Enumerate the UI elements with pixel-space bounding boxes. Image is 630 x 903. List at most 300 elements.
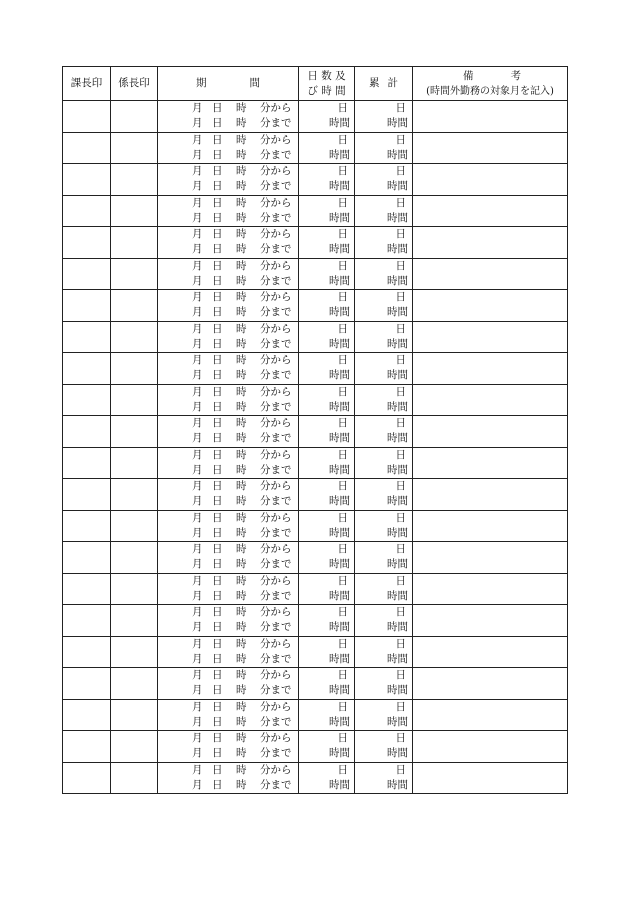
header-period-a: 期 [196,77,207,89]
kacho-seal-cell[interactable] [63,384,111,416]
day-label: 日 [212,574,223,587]
cumulative-days-unit-label: 日 [395,606,406,619]
hour-label: 時 [236,747,247,760]
day-label: 日 [212,322,223,335]
cumulative-cell[interactable] [355,132,413,164]
table-row [63,101,568,133]
kakari-seal-cell[interactable] [111,132,158,164]
cumulative-days-unit-label: 日 [395,385,406,398]
cumulative-cell[interactable] [355,258,413,290]
days-hours-cell[interactable] [299,668,355,700]
day-label: 日 [212,606,223,619]
period-cell[interactable] [158,668,299,700]
from-label: 分から [260,763,292,776]
period-cell[interactable] [158,636,299,668]
hour-label: 時 [236,133,247,146]
cumulative-days-unit-label: 日 [395,732,406,745]
from-label: 分から [260,574,292,587]
month-label: 月 [192,778,203,791]
cumulative-days-unit-label: 日 [395,574,406,587]
until-label: 分まで [260,495,292,508]
from-label: 分から [260,291,292,304]
period-cell[interactable] [158,101,299,133]
cumulative-cell[interactable] [355,101,413,133]
day-label: 日 [212,621,223,634]
cumulative-cell[interactable] [355,479,413,511]
remarks-cell[interactable] [413,699,568,731]
hours-unit-label: 時間 [329,778,350,791]
period-cell[interactable] [158,762,299,794]
table-row [63,762,568,794]
month-label: 月 [192,102,203,115]
period-until-line [158,179,298,194]
hours-unit-label: 時間 [329,463,350,476]
cumulative-cell[interactable] [355,668,413,700]
hour-label: 時 [236,369,247,382]
kacho-seal-cell[interactable] [63,668,111,700]
day-label: 日 [212,495,223,508]
days-hours-cell[interactable] [299,290,355,322]
cumulative-days-unit-label: 日 [395,448,406,461]
from-label: 分から [260,228,292,241]
table-row [63,636,568,668]
period-from-line [158,290,298,305]
days-hours-cell[interactable] [299,384,355,416]
cumulative-cell[interactable] [355,762,413,794]
from-label: 分から [260,448,292,461]
hours-unit-label: 時間 [329,715,350,728]
period-cell[interactable] [158,447,299,479]
kakari-seal-cell[interactable] [111,353,158,385]
day-label: 日 [212,196,223,209]
month-label: 月 [192,715,203,728]
period-cell[interactable] [158,321,299,353]
period-until-line [158,242,298,257]
remarks-cell[interactable] [413,384,568,416]
day-label: 日 [212,165,223,178]
day-label: 日 [212,211,223,224]
kakari-seal-cell[interactable] [111,731,158,763]
remarks-cell[interactable] [413,636,568,668]
month-label: 月 [192,558,203,571]
cumulative-days-unit-label: 日 [395,669,406,682]
table-row [63,668,568,700]
hours-unit-label: 時間 [329,148,350,161]
hour-label: 時 [236,417,247,430]
days-unit-label: 日 [337,669,348,682]
days-hours-cell[interactable] [299,416,355,448]
until-label: 分まで [260,684,292,697]
day-label: 日 [212,291,223,304]
month-label: 月 [192,369,203,382]
remarks-cell[interactable] [413,416,568,448]
kacho-seal-cell[interactable] [63,731,111,763]
period-until-line [158,431,298,446]
day-label: 日 [212,228,223,241]
kakari-seal-cell[interactable] [111,416,158,448]
overtime-record-table [62,66,568,794]
kacho-seal-cell[interactable] [63,510,111,542]
kakari-seal-cell[interactable] [111,321,158,353]
kakari-seal-cell[interactable] [111,384,158,416]
month-label: 月 [192,684,203,697]
remarks-cell[interactable] [413,479,568,511]
hour-label: 時 [236,606,247,619]
period-cell[interactable] [158,132,299,164]
cumulative-hours-unit-label: 時間 [387,306,408,319]
period-from-line [158,605,298,620]
cumulative-cell[interactable] [355,416,413,448]
cumulative-cell[interactable] [355,699,413,731]
hour-label: 時 [236,543,247,556]
cumulative-cell[interactable] [355,447,413,479]
kakari-seal-cell[interactable] [111,101,158,133]
period-until-line [158,400,298,415]
hours-unit-label: 時間 [329,652,350,665]
day-label: 日 [212,700,223,713]
kakari-seal-cell[interactable] [111,762,158,794]
cumulative-cell[interactable] [355,573,413,605]
hour-label: 時 [236,243,247,256]
hour-label: 時 [236,400,247,413]
days-unit-label: 日 [337,228,348,241]
days-hours-cell[interactable] [299,353,355,385]
period-from-line [158,133,298,148]
kacho-seal-cell[interactable] [63,164,111,196]
days-unit-label: 日 [337,133,348,146]
remarks-cell[interactable] [413,258,568,290]
kakari-seal-cell[interactable] [111,542,158,574]
period-from-line [158,542,298,557]
period-from-line [158,574,298,589]
cumulative-hours-unit-label: 時間 [387,337,408,350]
days-hours-cell[interactable] [299,699,355,731]
day-label: 日 [212,148,223,161]
kakari-seal-cell[interactable] [111,636,158,668]
remarks-cell[interactable] [413,164,568,196]
kacho-seal-cell[interactable] [63,762,111,794]
kakari-seal-cell[interactable] [111,164,158,196]
day-label: 日 [212,180,223,193]
kacho-seal-cell[interactable] [63,321,111,353]
until-label: 分まで [260,558,292,571]
cumulative-days-unit-label: 日 [395,417,406,430]
table-row [63,447,568,479]
days-hours-cell[interactable] [299,321,355,353]
kacho-seal-cell[interactable] [63,636,111,668]
hours-unit-label: 時間 [329,558,350,571]
period-cell[interactable] [158,258,299,290]
header-period-b: 間 [249,77,260,89]
hour-label: 時 [236,117,247,130]
header-row [63,67,568,101]
kakari-seal-cell[interactable] [111,573,158,605]
cumulative-hours-unit-label: 時間 [387,117,408,130]
cumulative-cell[interactable] [355,542,413,574]
day-label: 日 [212,526,223,539]
period-from-line [158,353,298,368]
period-from-line [158,731,298,746]
period-from-line [158,101,298,116]
period-cell[interactable] [158,384,299,416]
until-label: 分まで [260,400,292,413]
period-from-line [158,164,298,179]
remarks-cell[interactable] [413,573,568,605]
month-label: 月 [192,432,203,445]
table-row [63,258,568,290]
month-label: 月 [192,480,203,493]
period-from-line [158,227,298,242]
day-label: 日 [212,480,223,493]
until-label: 分まで [260,274,292,287]
until-label: 分まで [260,306,292,319]
hours-unit-label: 時間 [329,747,350,760]
kakari-seal-cell[interactable] [111,195,158,227]
cumulative-hours-unit-label: 時間 [387,463,408,476]
days-hours-cell[interactable] [299,762,355,794]
days-unit-label: 日 [337,102,348,115]
days-hours-cell[interactable] [299,636,355,668]
hour-label: 時 [236,511,247,524]
period-from-line [158,479,298,494]
kacho-seal-cell[interactable] [63,573,111,605]
cumulative-cell[interactable] [355,195,413,227]
remarks-cell[interactable] [413,195,568,227]
day-label: 日 [212,432,223,445]
period-from-line [158,416,298,431]
period-until-line [158,494,298,509]
kakari-seal-cell[interactable] [111,447,158,479]
kakari-seal-cell[interactable] [111,605,158,637]
kakari-seal-cell[interactable] [111,510,158,542]
from-label: 分から [260,259,292,272]
period-from-line [158,700,298,715]
period-cell[interactable] [158,227,299,259]
period-cell[interactable] [158,542,299,574]
table-row [63,573,568,605]
hour-label: 時 [236,621,247,634]
cumulative-hours-unit-label: 時間 [387,432,408,445]
period-cell[interactable] [158,353,299,385]
day-label: 日 [212,463,223,476]
cumulative-cell[interactable] [355,290,413,322]
kacho-seal-cell[interactable] [63,290,111,322]
kacho-seal-cell[interactable] [63,195,111,227]
remarks-cell[interactable] [413,290,568,322]
hour-label: 時 [236,778,247,791]
header-remarks-b: 考 [510,69,521,82]
days-hours-cell[interactable] [299,479,355,511]
hours-unit-label: 時間 [329,432,350,445]
kacho-seal-cell[interactable] [63,479,111,511]
kakari-seal-cell[interactable] [111,227,158,259]
from-label: 分から [260,637,292,650]
remarks-cell[interactable] [413,321,568,353]
hours-unit-label: 時間 [329,684,350,697]
month-label: 月 [192,306,203,319]
days-hours-cell[interactable] [299,132,355,164]
remarks-cell[interactable] [413,447,568,479]
kacho-seal-cell[interactable] [63,542,111,574]
hour-label: 時 [236,306,247,319]
period-cell[interactable] [158,164,299,196]
period-cell[interactable] [158,290,299,322]
cumulative-hours-unit-label: 時間 [387,495,408,508]
cumulative-days-unit-label: 日 [395,700,406,713]
day-label: 日 [212,369,223,382]
kakari-seal-cell[interactable] [111,290,158,322]
cumulative-days-unit-label: 日 [395,322,406,335]
hour-label: 時 [236,700,247,713]
table-row [63,479,568,511]
day-label: 日 [212,511,223,524]
remarks-cell[interactable] [413,353,568,385]
period-until-line [158,305,298,320]
hour-label: 時 [236,228,247,241]
days-unit-label: 日 [337,417,348,430]
period-from-line [158,668,298,683]
days-hours-cell[interactable] [299,101,355,133]
cumulative-cell[interactable] [355,731,413,763]
month-label: 月 [192,243,203,256]
days-hours-cell[interactable] [299,164,355,196]
remarks-cell[interactable] [413,762,568,794]
period-cell[interactable] [158,731,299,763]
day-label: 日 [212,715,223,728]
period-cell[interactable] [158,510,299,542]
hour-label: 時 [236,337,247,350]
remarks-cell[interactable] [413,132,568,164]
header-period [158,67,299,101]
month-label: 月 [192,543,203,556]
kacho-seal-cell[interactable] [63,605,111,637]
days-hours-cell[interactable] [299,195,355,227]
period-cell[interactable] [158,416,299,448]
days-hours-cell[interactable] [299,542,355,574]
kakari-seal-cell[interactable] [111,668,158,700]
days-hours-cell[interactable] [299,605,355,637]
kacho-seal-cell[interactable] [63,258,111,290]
cumulative-hours-unit-label: 時間 [387,400,408,413]
from-label: 分から [260,196,292,209]
hour-label: 時 [236,385,247,398]
cumulative-cell[interactable] [355,636,413,668]
kacho-seal-cell[interactable] [63,227,111,259]
day-label: 日 [212,417,223,430]
days-unit-label: 日 [337,291,348,304]
hour-label: 時 [236,180,247,193]
days-hours-cell[interactable] [299,227,355,259]
remarks-cell[interactable] [413,542,568,574]
cumulative-cell[interactable] [355,353,413,385]
hour-label: 時 [236,684,247,697]
days-unit-label: 日 [337,480,348,493]
period-until-line [158,368,298,383]
period-until-line [158,620,298,635]
kacho-seal-cell[interactable] [63,101,111,133]
day-label: 日 [212,778,223,791]
from-label: 分から [260,511,292,524]
day-label: 日 [212,400,223,413]
kacho-seal-cell[interactable] [63,353,111,385]
period-cell[interactable] [158,195,299,227]
period-cell[interactable] [158,573,299,605]
until-label: 分まで [260,369,292,382]
hour-label: 時 [236,495,247,508]
remarks-cell[interactable] [413,668,568,700]
from-label: 分から [260,102,292,115]
header-remarks-note: (時間外勤務の対象月を記入) [426,85,554,97]
remarks-cell[interactable] [413,731,568,763]
period-until-line [158,526,298,541]
days-hours-cell[interactable] [299,258,355,290]
table-row [63,227,568,259]
remarks-cell[interactable] [413,510,568,542]
cumulative-cell[interactable] [355,605,413,637]
remarks-cell[interactable] [413,605,568,637]
days-hours-cell[interactable] [299,731,355,763]
kakari-seal-cell[interactable] [111,479,158,511]
cumulative-cell[interactable] [355,321,413,353]
period-cell[interactable] [158,699,299,731]
month-label: 月 [192,526,203,539]
kakari-seal-cell[interactable] [111,258,158,290]
cumulative-cell[interactable] [355,384,413,416]
day-label: 日 [212,652,223,665]
period-until-line [158,746,298,761]
days-hours-cell[interactable] [299,510,355,542]
month-label: 月 [192,448,203,461]
cumulative-hours-unit-label: 時間 [387,715,408,728]
days-hours-cell[interactable] [299,447,355,479]
cumulative-cell[interactable] [355,227,413,259]
kacho-seal-cell[interactable] [63,447,111,479]
period-until-line [158,148,298,163]
days-unit-label: 日 [337,574,348,587]
period-until-line [158,557,298,572]
period-cell[interactable] [158,605,299,637]
from-label: 分から [260,700,292,713]
day-label: 日 [212,337,223,350]
hour-label: 時 [236,574,247,587]
from-label: 分から [260,543,292,556]
table-row [63,290,568,322]
kacho-seal-cell[interactable] [63,132,111,164]
cumulative-cell[interactable] [355,510,413,542]
cumulative-days-unit-label: 日 [395,543,406,556]
remarks-cell[interactable] [413,227,568,259]
period-until-line [158,274,298,289]
hour-label: 時 [236,480,247,493]
cumulative-hours-unit-label: 時間 [387,526,408,539]
period-until-line [158,116,298,131]
kakari-seal-cell[interactable] [111,699,158,731]
hours-unit-label: 時間 [329,369,350,382]
month-label: 月 [192,259,203,272]
month-label: 月 [192,747,203,760]
until-label: 分まで [260,211,292,224]
days-hours-cell[interactable] [299,573,355,605]
remarks-cell[interactable] [413,101,568,133]
period-cell[interactable] [158,479,299,511]
header-cumulative [355,67,413,101]
cumulative-cell[interactable] [355,164,413,196]
day-label: 日 [212,102,223,115]
kacho-seal-cell[interactable] [63,699,111,731]
hour-label: 時 [236,652,247,665]
month-label: 月 [192,133,203,146]
kacho-seal-cell[interactable] [63,416,111,448]
